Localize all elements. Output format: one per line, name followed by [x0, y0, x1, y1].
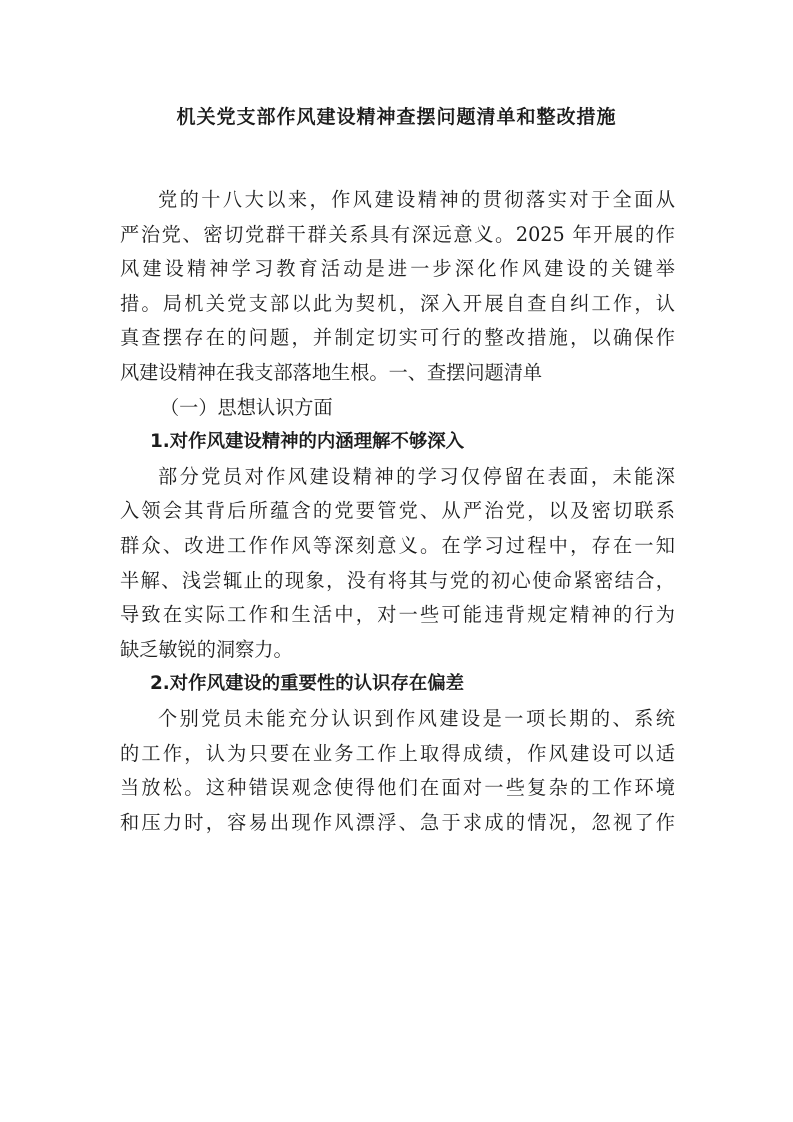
paragraph-line: 群众、改进工作作风等深刻意义。在学习过程中，存在一知	[120, 533, 675, 557]
paragraph-line: 入领会其背后所蕴含的党要管党、从严治党，以及密切联系	[120, 499, 675, 523]
document-title: 机关党支部作风建设精神查摆问题清单和整改措施	[176, 106, 617, 128]
item-1-heading: 1.对作风建设精神的内涵理解不够深入	[150, 431, 465, 453]
item-1-paragraph	[120, 460, 675, 668]
document-body	[120, 183, 675, 840]
paragraph-line: 部分党员对作风建设精神的学习仅停留在表面，未能深	[158, 464, 675, 488]
intro-line: 党的十八大以来，作风建设精神的贯彻落实对于全面从	[158, 188, 675, 211]
intro-line: 风建设精神学习教育活动是进一步深化作风建设的关键举	[120, 257, 675, 281]
intro-line: 措。局机关党支部以此为契机，深入开展自查自纠工作，认	[120, 291, 675, 315]
section-heading: （一）思想认识方面	[160, 395, 333, 419]
paragraph-line: 缺乏敏锐的洞察力。	[120, 637, 293, 661]
paragraph-line: 个别党员未能充分认识到作风建设是一项长期的、系统	[158, 706, 675, 730]
paragraph-line: 导致在实际工作和生活中，对一些可能违背规定精神的行为	[120, 603, 675, 627]
item-2-paragraph	[120, 702, 675, 840]
paragraph-line: 的工作，认为只要在业务工作上取得成绩，作风建设可以适	[120, 741, 675, 765]
intro-line: 真查摆存在的问题，并制定切实可行的整改措施，以确保作	[120, 326, 675, 350]
paragraph-line: 半解、浅尝辄止的现象，没有将其与党的初心使命紧密结合，	[120, 568, 675, 592]
intro-line: 风建设精神在我支部落地生根。一、查摆问题清单	[120, 360, 543, 384]
intro-line: 严治党、密切党群干群关系具有深远意义。2025 年开展的作	[120, 222, 675, 246]
paragraph-line: 当放松。这种错误观念使得他们在面对一些复杂的工作环境	[120, 776, 675, 800]
item-2-heading: 2.对作风建设的重要性的认识存在偏差	[150, 673, 465, 695]
paragraph-line: 和压力时，容易出现作风漂浮、急于求成的情况，忽视了作	[120, 810, 675, 834]
intro-paragraph	[120, 183, 675, 391]
